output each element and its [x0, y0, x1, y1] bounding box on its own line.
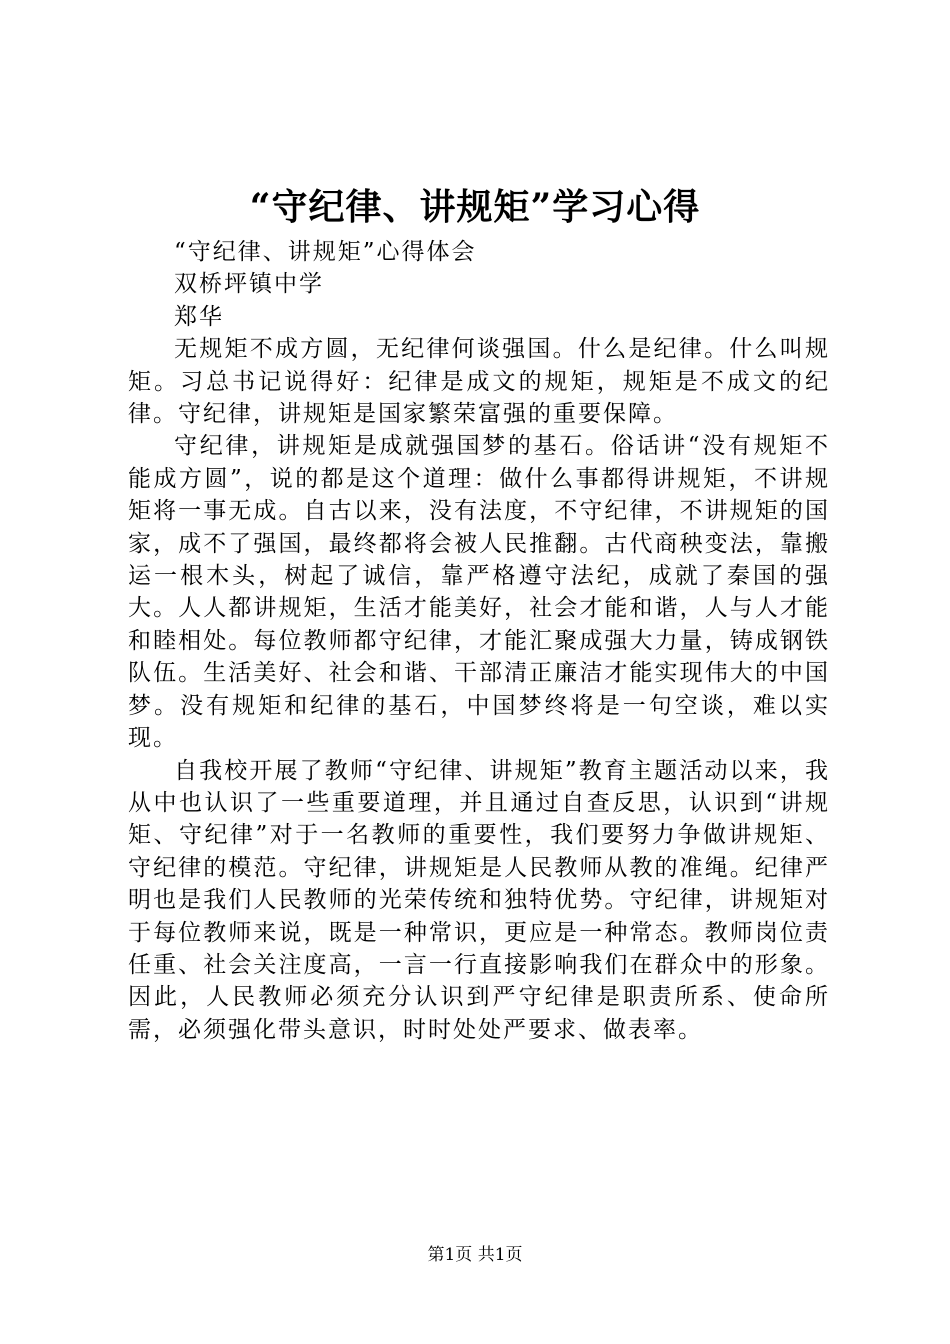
paragraph: 自我校开展了教师“守纪律、讲规矩”教育主题活动以来，我从中也认识了一些重要道理，并且通过自查反思，认识到“讲规矩、守纪律”对于一名教师的重要性，我们要努力争做讲规矩、守纪律的模范。守纪律，讲规矩是人民教师从教的准绳。纪律严明也是我们人民教师的光荣传统和独特优势。守纪律，讲规矩对于每位教师来说，既是一种常识，更应是一种常态。教师岗位责任重、社会关注度高，一言一行直接影响我们在群众中的形象。因此，人民教师必须充分认识到严守纪律是职责所系、使命所需，必须强化带头意识，时时处处严要求、做表率。	[128, 757, 830, 1043]
page-footer: 第1页 共1页	[427, 1245, 523, 1265]
subtitle-line: “守纪律、讲规矩”心得体会	[174, 239, 477, 265]
author-line: 郑华	[174, 303, 224, 330]
paragraph: 守纪律，讲规矩是成就强国梦的基石。俗话讲“没有规矩不能成方圆”，说的都是这个道理：做什么事都得讲规矩，不讲规矩将一事无成。自古以来，没有法度，不守纪律，不讲规矩的国家，成不了强国，最终都将会被人民推翻。古代商秧变法，靠搬运一根木头，树起了诚信，靠严格遵守法纪，成就了秦国的强大。人人都讲规矩，生活才能美好，社会才能和谐，人与人才能和睦相处。每位教师都守纪律，才能汇聚成强大力量，铸成钢铁队伍。生活美好、社会和谐、干部清正廉洁才能实现伟大的中国梦。没有规矩和纪律的基石，中国梦终将是一句空谈，难以实现。	[128, 433, 830, 752]
paragraph: 无规矩不成方圆，无纪律何谈强国。什么是纪律。什么叫规矩。习总书记说得好：纪律是成文的规矩，规矩是不成文的纪律。守纪律，讲规矩是国家繁荣富强的重要保障。	[128, 336, 830, 428]
document-body	[128, 236, 830, 1046]
document-title: “守纪律、讲规矩”学习心得	[249, 186, 701, 228]
school-line: 双桥坪镇中学	[174, 271, 324, 298]
